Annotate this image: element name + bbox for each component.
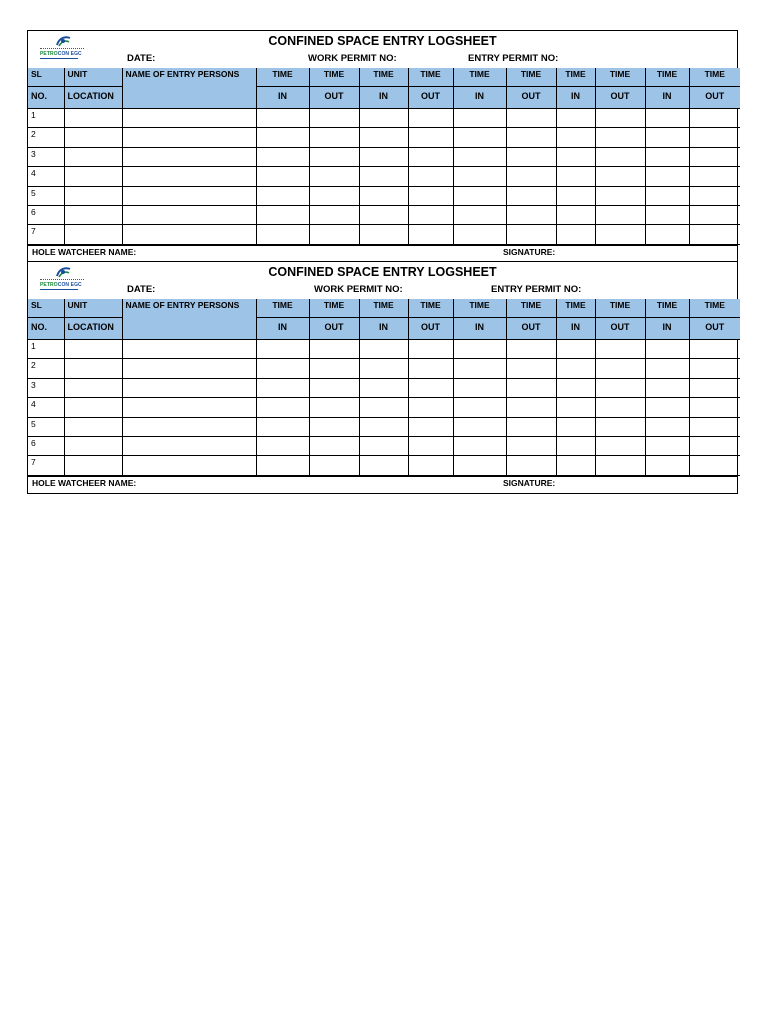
entry-cell[interactable] — [64, 417, 122, 436]
entry-cell[interactable] — [408, 186, 453, 205]
entry-cell[interactable] — [359, 186, 408, 205]
entry-cell[interactable] — [453, 167, 506, 186]
col-header-time-sub: IN — [359, 87, 408, 109]
col-header-location: LOCATION — [64, 87, 122, 109]
entry-cell[interactable] — [645, 359, 689, 378]
table-row — [28, 398, 740, 417]
entry-cell[interactable] — [309, 205, 359, 224]
entry-cell[interactable] — [122, 378, 256, 397]
entry-cell[interactable] — [359, 398, 408, 417]
entry-cell[interactable] — [453, 436, 506, 455]
col-header-time-sub: IN — [645, 87, 689, 109]
entry-cell[interactable] — [309, 378, 359, 397]
entry-cell[interactable] — [64, 186, 122, 205]
entry-cell[interactable] — [359, 436, 408, 455]
col-header-time: TIME — [359, 299, 408, 318]
entry-cell[interactable] — [506, 436, 556, 455]
entry-cell[interactable] — [256, 340, 309, 359]
entry-cell[interactable] — [595, 340, 645, 359]
row-serial: 1 — [28, 109, 64, 128]
entry-cell[interactable] — [309, 398, 359, 417]
logo-word-part1: PETRO — [40, 51, 58, 57]
row-serial: 5 — [28, 186, 64, 205]
entry-cell[interactable] — [595, 109, 645, 128]
entry-cell[interactable] — [359, 340, 408, 359]
entry-cell[interactable] — [645, 225, 689, 244]
entry-cell[interactable] — [506, 359, 556, 378]
entry-cell[interactable] — [595, 436, 645, 455]
entry-cell[interactable] — [556, 340, 595, 359]
entry-cell[interactable] — [506, 205, 556, 224]
entry-cell[interactable] — [359, 147, 408, 166]
entry-cell[interactable] — [256, 186, 309, 205]
entry-cell[interactable] — [453, 186, 506, 205]
sheet-header — [28, 262, 737, 299]
entry-cell[interactable] — [408, 205, 453, 224]
entry-cell[interactable] — [689, 359, 740, 378]
entry-cell[interactable] — [506, 128, 556, 147]
entry-cell[interactable] — [122, 398, 256, 417]
col-header-name: NAME OF ENTRY PERSONS — [122, 299, 256, 340]
row-serial: 3 — [28, 378, 64, 397]
table-header-row — [28, 68, 740, 87]
row-serial: 6 — [28, 436, 64, 455]
sheet-footer — [28, 476, 737, 501]
col-header-time: TIME — [309, 68, 359, 87]
entry-cell[interactable] — [645, 205, 689, 224]
entry-cell[interactable] — [506, 340, 556, 359]
entry-cell[interactable] — [453, 147, 506, 166]
entry-cell[interactable] — [64, 167, 122, 186]
entry-cell[interactable] — [689, 436, 740, 455]
entry-cell[interactable] — [689, 417, 740, 436]
entry-permit-label: ENTRY PERMIT NO: — [491, 284, 582, 295]
entry-cell[interactable] — [453, 340, 506, 359]
entry-cell[interactable] — [408, 417, 453, 436]
col-header-name: NAME OF ENTRY PERSONS — [122, 68, 256, 109]
entry-cell[interactable] — [408, 378, 453, 397]
entry-cell[interactable] — [64, 109, 122, 128]
row-serial: 6 — [28, 205, 64, 224]
col-header-time-sub: IN — [256, 87, 309, 109]
col-header-time-sub: OUT — [506, 87, 556, 109]
entry-cell[interactable] — [256, 167, 309, 186]
logo-underline — [40, 289, 78, 290]
entry-cell[interactable] — [689, 147, 740, 166]
table-row — [28, 205, 740, 224]
table-row — [28, 128, 740, 147]
entry-cell[interactable] — [359, 167, 408, 186]
entry-cell[interactable] — [645, 398, 689, 417]
row-serial: 5 — [28, 417, 64, 436]
entry-cell[interactable] — [408, 109, 453, 128]
col-header-sl: SL — [28, 299, 64, 318]
col-header-time-sub: OUT — [595, 87, 645, 109]
entry-cell[interactable] — [64, 436, 122, 455]
entry-cell[interactable] — [645, 436, 689, 455]
entry-cell[interactable] — [64, 147, 122, 166]
logo-wordmark — [40, 282, 82, 288]
table-header-row — [28, 299, 740, 318]
entry-cell[interactable] — [506, 167, 556, 186]
table-row — [28, 456, 740, 475]
col-header-time: TIME — [645, 68, 689, 87]
logo-word-part2: CON EGC — [57, 282, 82, 288]
entry-cell[interactable] — [556, 147, 595, 166]
entry-cell[interactable] — [556, 109, 595, 128]
entry-cell[interactable] — [408, 359, 453, 378]
entry-cell[interactable] — [645, 109, 689, 128]
entry-cell[interactable] — [64, 359, 122, 378]
col-header-time: TIME — [309, 299, 359, 318]
entry-cell[interactable] — [64, 205, 122, 224]
entry-cell[interactable] — [122, 109, 256, 128]
entry-cell[interactable] — [122, 340, 256, 359]
row-serial: 3 — [28, 147, 64, 166]
entry-cell[interactable] — [64, 378, 122, 397]
entry-cell[interactable] — [256, 359, 309, 378]
entry-cell[interactable] — [595, 398, 645, 417]
entry-cell[interactable] — [645, 417, 689, 436]
work-permit-label: WORK PERMIT NO: — [314, 284, 403, 295]
entry-cell[interactable] — [122, 128, 256, 147]
table-row — [28, 340, 740, 359]
entry-cell[interactable] — [645, 340, 689, 359]
date-label: DATE: — [127, 284, 156, 295]
col-header-time: TIME — [506, 299, 556, 318]
col-header-time: TIME — [595, 68, 645, 87]
entry-cell[interactable] — [645, 128, 689, 147]
entry-cell[interactable] — [645, 378, 689, 397]
entry-cell[interactable] — [689, 398, 740, 417]
col-header-time: TIME — [556, 299, 595, 318]
entry-cell[interactable] — [309, 436, 359, 455]
entry-cell[interactable] — [556, 186, 595, 205]
col-header-time: TIME — [645, 299, 689, 318]
entry-cell[interactable] — [506, 225, 556, 244]
entry-cell[interactable] — [556, 128, 595, 147]
entry-cell[interactable] — [556, 456, 595, 475]
entry-cell[interactable] — [359, 128, 408, 147]
entry-cell[interactable] — [506, 398, 556, 417]
col-header-time: TIME — [256, 299, 309, 318]
col-header-time-sub: IN — [453, 318, 506, 340]
entry-cell[interactable] — [64, 340, 122, 359]
table-row — [28, 147, 740, 166]
sheet-header — [28, 31, 737, 68]
entry-cell[interactable] — [309, 128, 359, 147]
entry-cell[interactable] — [256, 456, 309, 475]
entry-cell[interactable] — [556, 378, 595, 397]
entry-cell[interactable] — [556, 225, 595, 244]
entry-cell[interactable] — [256, 417, 309, 436]
entry-cell[interactable] — [122, 359, 256, 378]
col-header-time-sub: IN — [645, 318, 689, 340]
entry-cell[interactable] — [122, 417, 256, 436]
col-header-time-sub: OUT — [408, 87, 453, 109]
table-row — [28, 378, 740, 397]
entry-cell[interactable] — [309, 225, 359, 244]
entry-cell[interactable] — [453, 456, 506, 475]
date-label: DATE: — [127, 53, 156, 64]
entry-cell[interactable] — [309, 109, 359, 128]
entry-cell[interactable] — [506, 109, 556, 128]
entry-cell[interactable] — [359, 109, 408, 128]
entry-cell[interactable] — [453, 359, 506, 378]
col-header-unit: UNIT — [64, 68, 122, 87]
signature-label: SIGNATURE: — [503, 246, 556, 257]
entry-cell[interactable] — [256, 147, 309, 166]
entry-cell[interactable] — [359, 359, 408, 378]
logo-word-part2: CON EGC — [57, 51, 82, 57]
entry-permit-label: ENTRY PERMIT NO: — [468, 53, 559, 64]
entry-cell[interactable] — [689, 205, 740, 224]
entry-cell[interactable] — [122, 225, 256, 244]
table-row — [28, 225, 740, 244]
col-header-time: TIME — [453, 68, 506, 87]
logo-wordmark — [40, 51, 82, 57]
table-row — [28, 417, 740, 436]
entry-cell[interactable] — [689, 378, 740, 397]
entry-cell[interactable] — [359, 205, 408, 224]
entry-cell[interactable] — [645, 147, 689, 166]
entry-cell[interactable] — [506, 186, 556, 205]
entry-cell[interactable] — [122, 436, 256, 455]
entry-cell[interactable] — [689, 167, 740, 186]
entry-cell[interactable] — [595, 417, 645, 436]
entry-log-table — [28, 299, 740, 476]
table-row — [28, 359, 740, 378]
entry-cell[interactable] — [453, 205, 506, 224]
entry-cell[interactable] — [556, 417, 595, 436]
table-row — [28, 436, 740, 455]
col-header-time-sub: IN — [556, 87, 595, 109]
col-header-time-sub: IN — [256, 318, 309, 340]
entry-cell[interactable] — [408, 436, 453, 455]
entry-cell[interactable] — [122, 147, 256, 166]
entry-cell[interactable] — [408, 398, 453, 417]
entry-cell[interactable] — [556, 398, 595, 417]
row-serial: 2 — [28, 128, 64, 147]
entry-cell[interactable] — [595, 128, 645, 147]
work-permit-label: WORK PERMIT NO: — [308, 53, 397, 64]
entry-cell[interactable] — [595, 456, 645, 475]
entry-cell[interactable] — [506, 147, 556, 166]
col-header-time: TIME — [595, 299, 645, 318]
entry-cell[interactable] — [256, 436, 309, 455]
col-header-time: TIME — [453, 299, 506, 318]
col-header-time: TIME — [689, 299, 740, 318]
entry-cell[interactable] — [556, 167, 595, 186]
entry-cell[interactable] — [453, 109, 506, 128]
entry-cell[interactable] — [689, 109, 740, 128]
entry-cell[interactable] — [689, 186, 740, 205]
entry-cell[interactable] — [256, 378, 309, 397]
entry-cell[interactable] — [595, 225, 645, 244]
hole-watcher-label: HOLE WATCHEER NAME: — [32, 246, 137, 257]
entry-cell[interactable] — [595, 186, 645, 205]
row-serial: 1 — [28, 340, 64, 359]
entry-cell[interactable] — [453, 417, 506, 436]
col-header-time: TIME — [506, 68, 556, 87]
col-header-unit: UNIT — [64, 299, 122, 318]
logo-underline — [40, 58, 78, 59]
entry-cell[interactable] — [595, 167, 645, 186]
entry-cell[interactable] — [689, 128, 740, 147]
entry-cell[interactable] — [408, 128, 453, 147]
col-header-time-sub: OUT — [689, 318, 740, 340]
entry-cell[interactable] — [309, 417, 359, 436]
row-serial: 2 — [28, 359, 64, 378]
col-header-time-sub: IN — [453, 87, 506, 109]
entry-cell[interactable] — [359, 378, 408, 397]
entry-cell[interactable] — [64, 398, 122, 417]
entry-cell[interactable] — [64, 128, 122, 147]
col-header-sl-no: NO. — [28, 318, 64, 340]
row-serial: 7 — [28, 225, 64, 244]
entry-cell[interactable] — [64, 456, 122, 475]
col-header-time: TIME — [556, 68, 595, 87]
entry-cell[interactable] — [556, 436, 595, 455]
entry-cell[interactable] — [556, 359, 595, 378]
entry-cell[interactable] — [453, 128, 506, 147]
entry-cell[interactable] — [309, 167, 359, 186]
row-serial: 4 — [28, 398, 64, 417]
col-header-sl-no: NO. — [28, 87, 64, 109]
entry-cell[interactable] — [506, 456, 556, 475]
col-header-time: TIME — [256, 68, 309, 87]
sheet-title: CONFINED SPACE ENTRY LOGSHEET — [268, 265, 497, 279]
logsheet-1 — [27, 30, 738, 262]
entry-cell[interactable] — [453, 398, 506, 417]
entry-cell[interactable] — [122, 186, 256, 205]
entry-cell[interactable] — [309, 186, 359, 205]
entry-cell[interactable] — [256, 225, 309, 244]
entry-cell[interactable] — [595, 378, 645, 397]
entry-cell[interactable] — [359, 456, 408, 475]
entry-cell[interactable] — [506, 378, 556, 397]
entry-cell[interactable] — [645, 456, 689, 475]
table-row — [28, 167, 740, 186]
hole-watcher-label: HOLE WATCHEER NAME: — [32, 477, 137, 488]
logo-word-part1: PETRO — [40, 282, 58, 288]
col-header-time-sub: OUT — [309, 318, 359, 340]
col-header-time-sub: OUT — [309, 87, 359, 109]
entry-cell[interactable] — [408, 340, 453, 359]
logsheet-2 — [27, 262, 738, 494]
entry-cell[interactable] — [359, 225, 408, 244]
entry-cell[interactable] — [506, 417, 556, 436]
col-header-time-sub: OUT — [506, 318, 556, 340]
entry-cell[interactable] — [256, 128, 309, 147]
entry-cell[interactable] — [122, 205, 256, 224]
col-header-time-sub: OUT — [689, 87, 740, 109]
col-header-time-sub: IN — [556, 318, 595, 340]
entry-cell[interactable] — [408, 147, 453, 166]
entry-cell[interactable] — [645, 167, 689, 186]
signature-label: SIGNATURE: — [503, 477, 556, 488]
entry-cell[interactable] — [408, 225, 453, 244]
col-header-time: TIME — [408, 299, 453, 318]
entry-cell[interactable] — [256, 109, 309, 128]
entry-cell[interactable] — [256, 398, 309, 417]
entry-cell[interactable] — [645, 186, 689, 205]
entry-cell[interactable] — [453, 225, 506, 244]
col-header-time: TIME — [359, 68, 408, 87]
row-serial: 7 — [28, 456, 64, 475]
col-header-time-sub: OUT — [408, 318, 453, 340]
table-row — [28, 186, 740, 205]
entry-cell[interactable] — [595, 205, 645, 224]
entry-cell[interactable] — [595, 359, 645, 378]
entry-cell[interactable] — [359, 417, 408, 436]
col-header-time: TIME — [689, 68, 740, 87]
entry-cell[interactable] — [689, 456, 740, 475]
entry-cell[interactable] — [309, 456, 359, 475]
col-header-location: LOCATION — [64, 318, 122, 340]
entry-cell[interactable] — [689, 225, 740, 244]
table-row — [28, 109, 740, 128]
entry-cell[interactable] — [556, 205, 595, 224]
entry-cell[interactable] — [453, 378, 506, 397]
col-header-sl: SL — [28, 68, 64, 87]
entry-cell[interactable] — [408, 167, 453, 186]
entry-cell[interactable] — [689, 340, 740, 359]
row-serial: 4 — [28, 167, 64, 186]
entry-cell[interactable] — [256, 205, 309, 224]
entry-cell[interactable] — [122, 456, 256, 475]
entry-cell[interactable] — [595, 147, 645, 166]
entry-cell[interactable] — [408, 456, 453, 475]
sheet-title: CONFINED SPACE ENTRY LOGSHEET — [268, 34, 497, 48]
entry-cell[interactable] — [64, 225, 122, 244]
col-header-time-sub: IN — [359, 318, 408, 340]
col-header-time-sub: OUT — [595, 318, 645, 340]
col-header-time: TIME — [408, 68, 453, 87]
entry-cell[interactable] — [122, 167, 256, 186]
entry-cell[interactable] — [309, 340, 359, 359]
entry-log-table — [28, 68, 740, 245]
entry-cell[interactable] — [309, 147, 359, 166]
entry-cell[interactable] — [309, 359, 359, 378]
